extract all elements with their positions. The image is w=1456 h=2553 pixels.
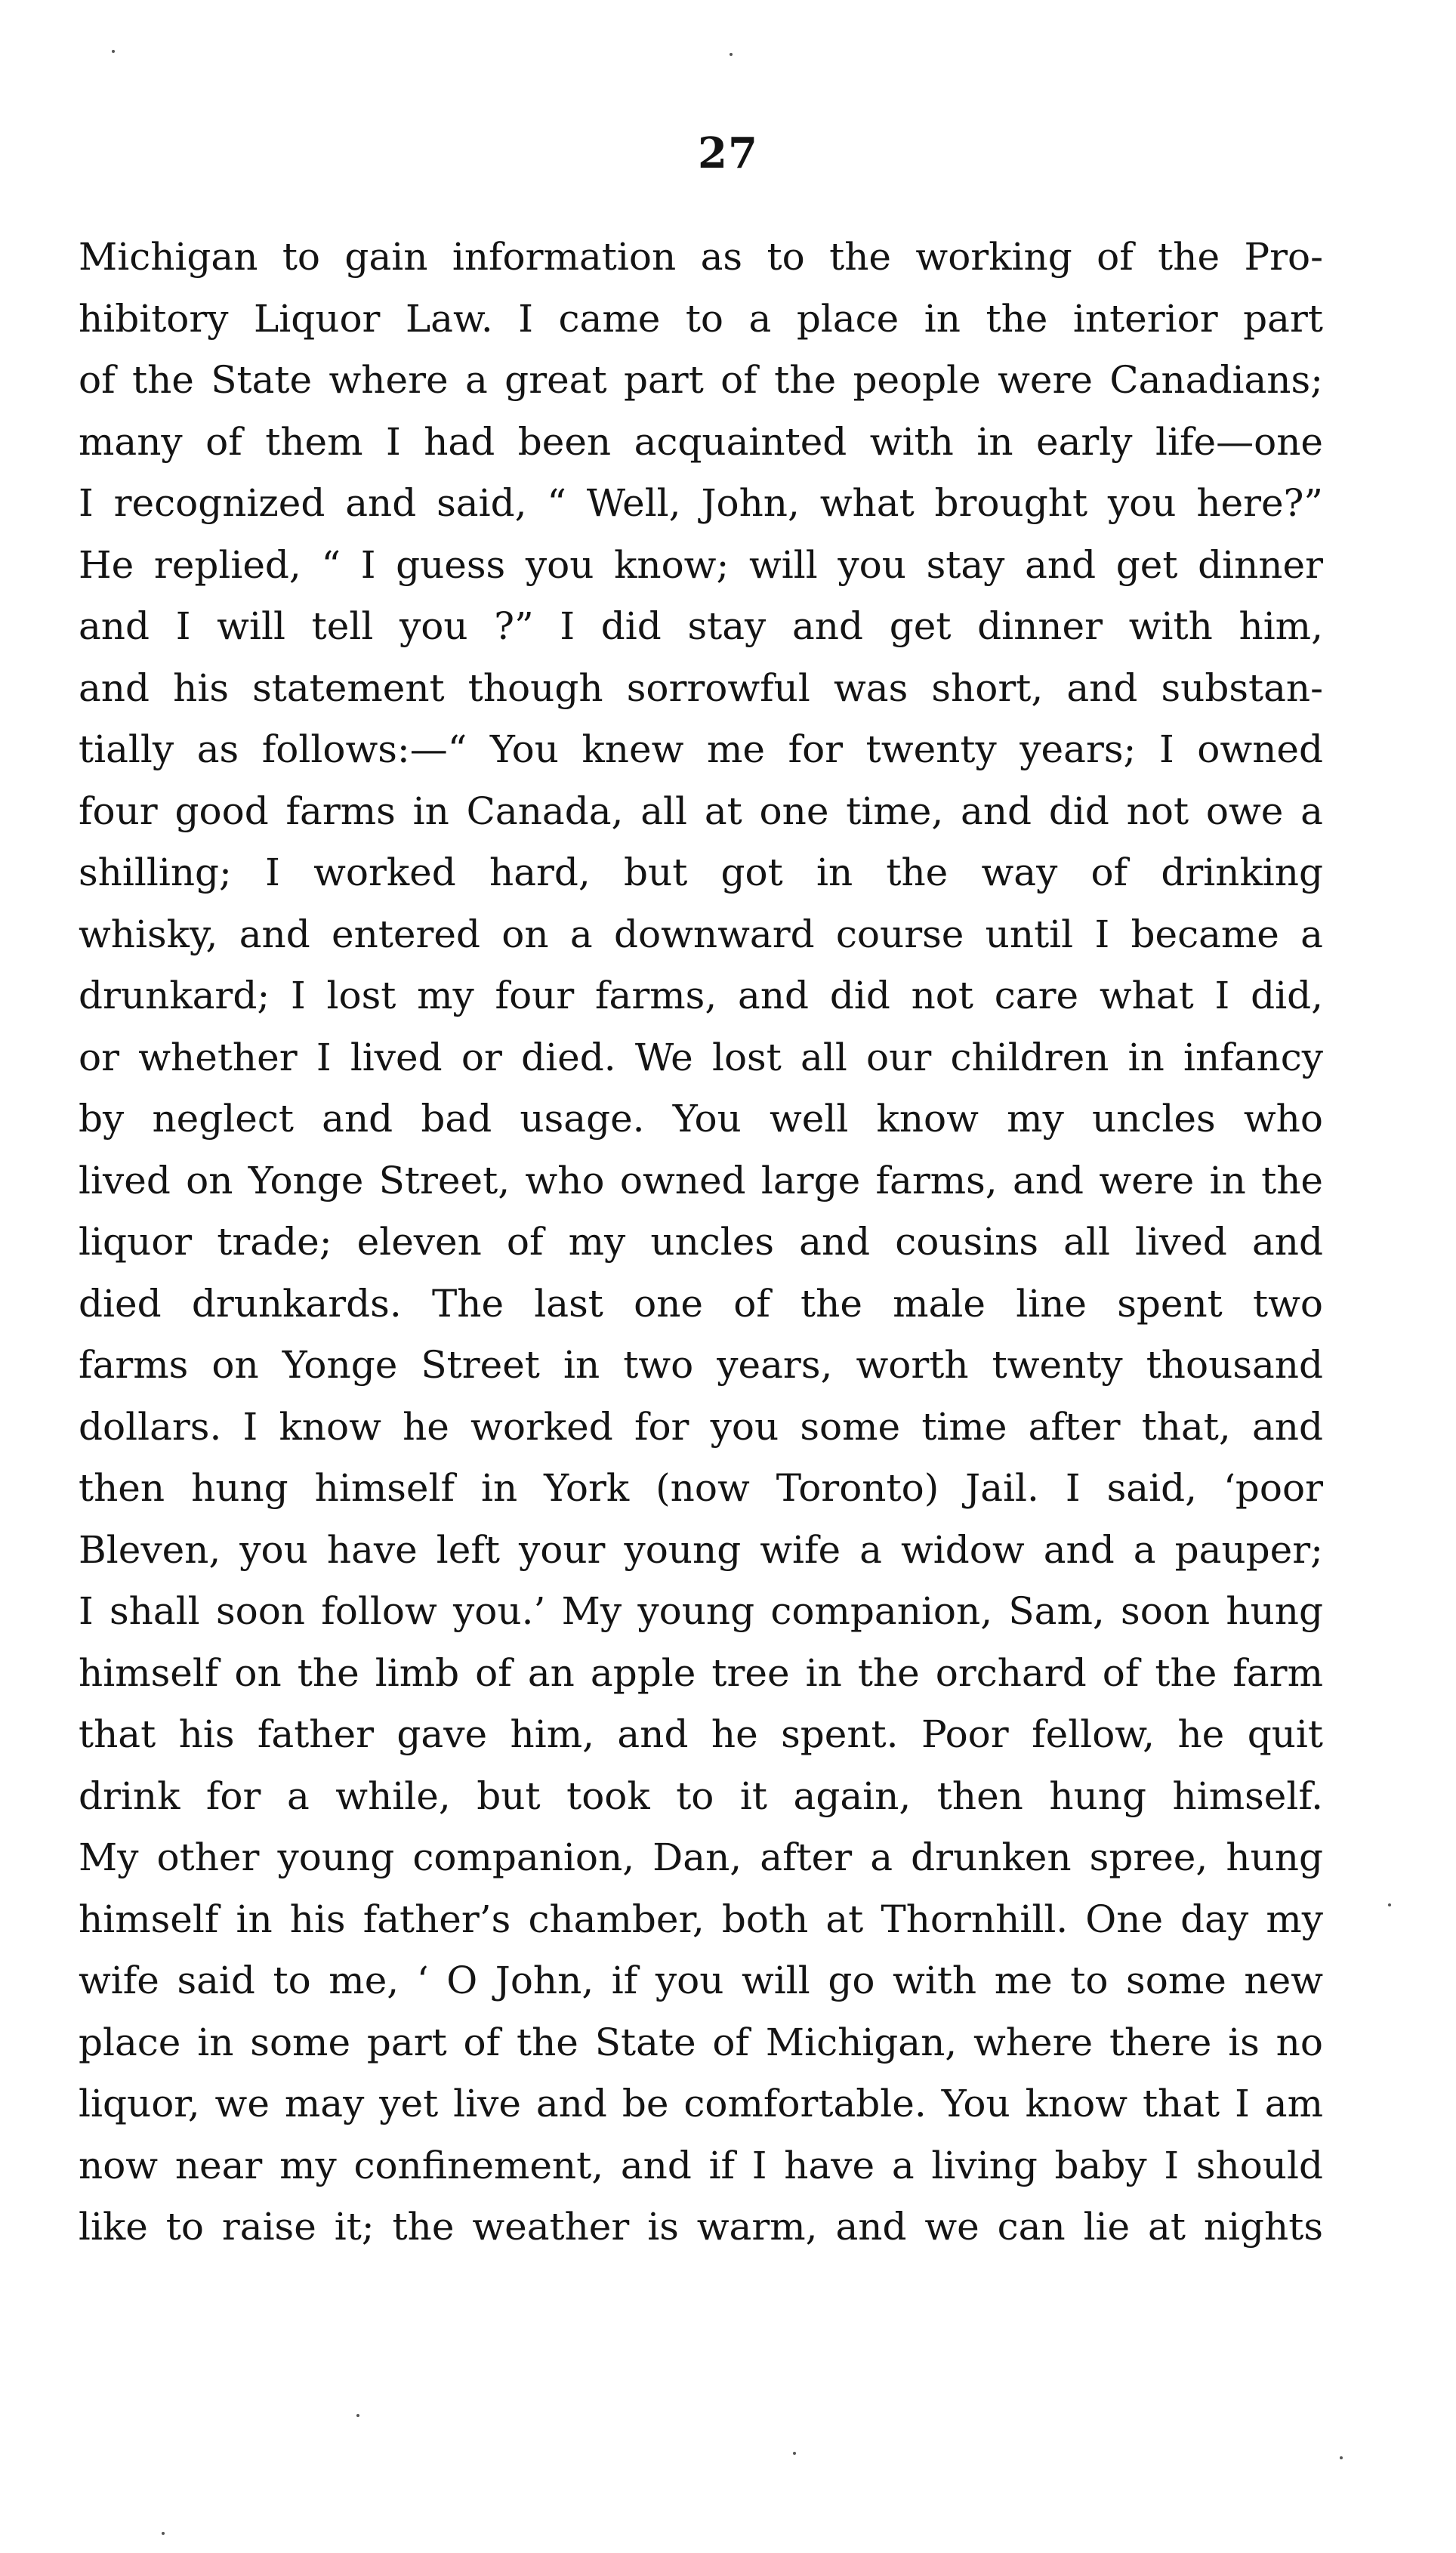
text-line: He replied, “ I guess you know; will you stay and get dinner — [79, 542, 1323, 587]
text-line: Michigan to gain information as to the working of the Pro- — [79, 235, 1323, 279]
text-line: many of them I had been acquainted with in early life—one — [79, 419, 1323, 464]
text-line: wife said to me, ‘ O John, if you will go with me to some new — [79, 1959, 1323, 2002]
text-line: and I will tell you ?” I did stay and get dinner with him, — [79, 604, 1323, 648]
text-line: shilling; I worked hard, but got in the way of drinking — [79, 850, 1323, 894]
text-line: of the State where a great part of the people were Canadians; — [79, 358, 1323, 402]
text-line: liquor, we may yet live and be comfortable. You know that I am — [79, 2082, 1323, 2125]
text-line: My other young companion, Dan, after a drunken spree, hung — [79, 1835, 1323, 1879]
text-line: four good farms in Canada, all at one time, and did not owe a — [79, 789, 1323, 833]
text-line: drunkard; I lost my four farms, and did not care what I did, — [79, 974, 1323, 1017]
text-line: himself in his father’s chamber, both at Thornhill. One day my — [79, 1897, 1323, 1941]
text-line: now near my confinement, and if I have a living baby I should — [79, 2143, 1323, 2187]
text-line: and his statement though sorrowful was short, and substan- — [79, 665, 1323, 710]
text-line: whisky, and entered on a downward course until I became a — [79, 912, 1323, 956]
text-line: himself on the limb of an apple tree in the orchard of the farm — [79, 1650, 1323, 1695]
text-line: or whether I lived or died. We lost all our children in infancy — [79, 1035, 1323, 1079]
scan-speck — [730, 53, 733, 56]
text-line: I recognized and said, “ Well, John, what brought you here?” — [79, 481, 1323, 525]
scan-speck — [356, 2414, 359, 2417]
text-line: Bleven, you have left your young wife a widow and a pauper; — [79, 1527, 1323, 1572]
scan-speck — [112, 50, 115, 53]
text-line: liquor trade; eleven of my uncles and cousins all lived and — [79, 1220, 1323, 1264]
scan-speck — [162, 2532, 165, 2535]
scan-speck — [1340, 2456, 1343, 2459]
text-line: then hung himself in York (now Toronto) Jail. I said, ‘poor — [79, 1466, 1323, 1510]
page-number: 27 — [698, 128, 758, 178]
text-line: by neglect and bad usage. You well know my uncles who — [79, 1097, 1323, 1141]
text-line: like to raise it; the weather is warm, and we can lie at nights — [79, 2205, 1323, 2249]
text-line: farms on Yonge Street in two years, worth twenty thousand — [79, 1343, 1323, 1387]
scan-speck — [793, 2452, 796, 2455]
text-line: dollars. I know he worked for you some time after that, and — [79, 1404, 1323, 1449]
scan-speck — [1388, 1903, 1391, 1906]
text-line: lived on Yonge Street, who owned large farms, and were in the — [79, 1158, 1323, 1202]
text-line: I shall soon follow you.’ My young companion, Sam, soon hung — [79, 1589, 1323, 1633]
text-line: place in some part of the State of Michigan, where there is no — [79, 2020, 1323, 2064]
text-line: that his father gave him, and he spent. Poor fellow, he quit — [79, 1712, 1323, 1756]
text-line: tially as follows:—“ You knew me for twenty years; I owned — [79, 727, 1323, 771]
text-line: drink for a while, but took to it again, then hung himself. — [79, 1774, 1323, 1818]
text-line: died drunkards. The last one of the male line spent two — [79, 1281, 1323, 1326]
text-line: hibitory Liquor Law. I came to a place in the interior part — [79, 296, 1323, 341]
body-text — [79, 227, 1323, 2258]
